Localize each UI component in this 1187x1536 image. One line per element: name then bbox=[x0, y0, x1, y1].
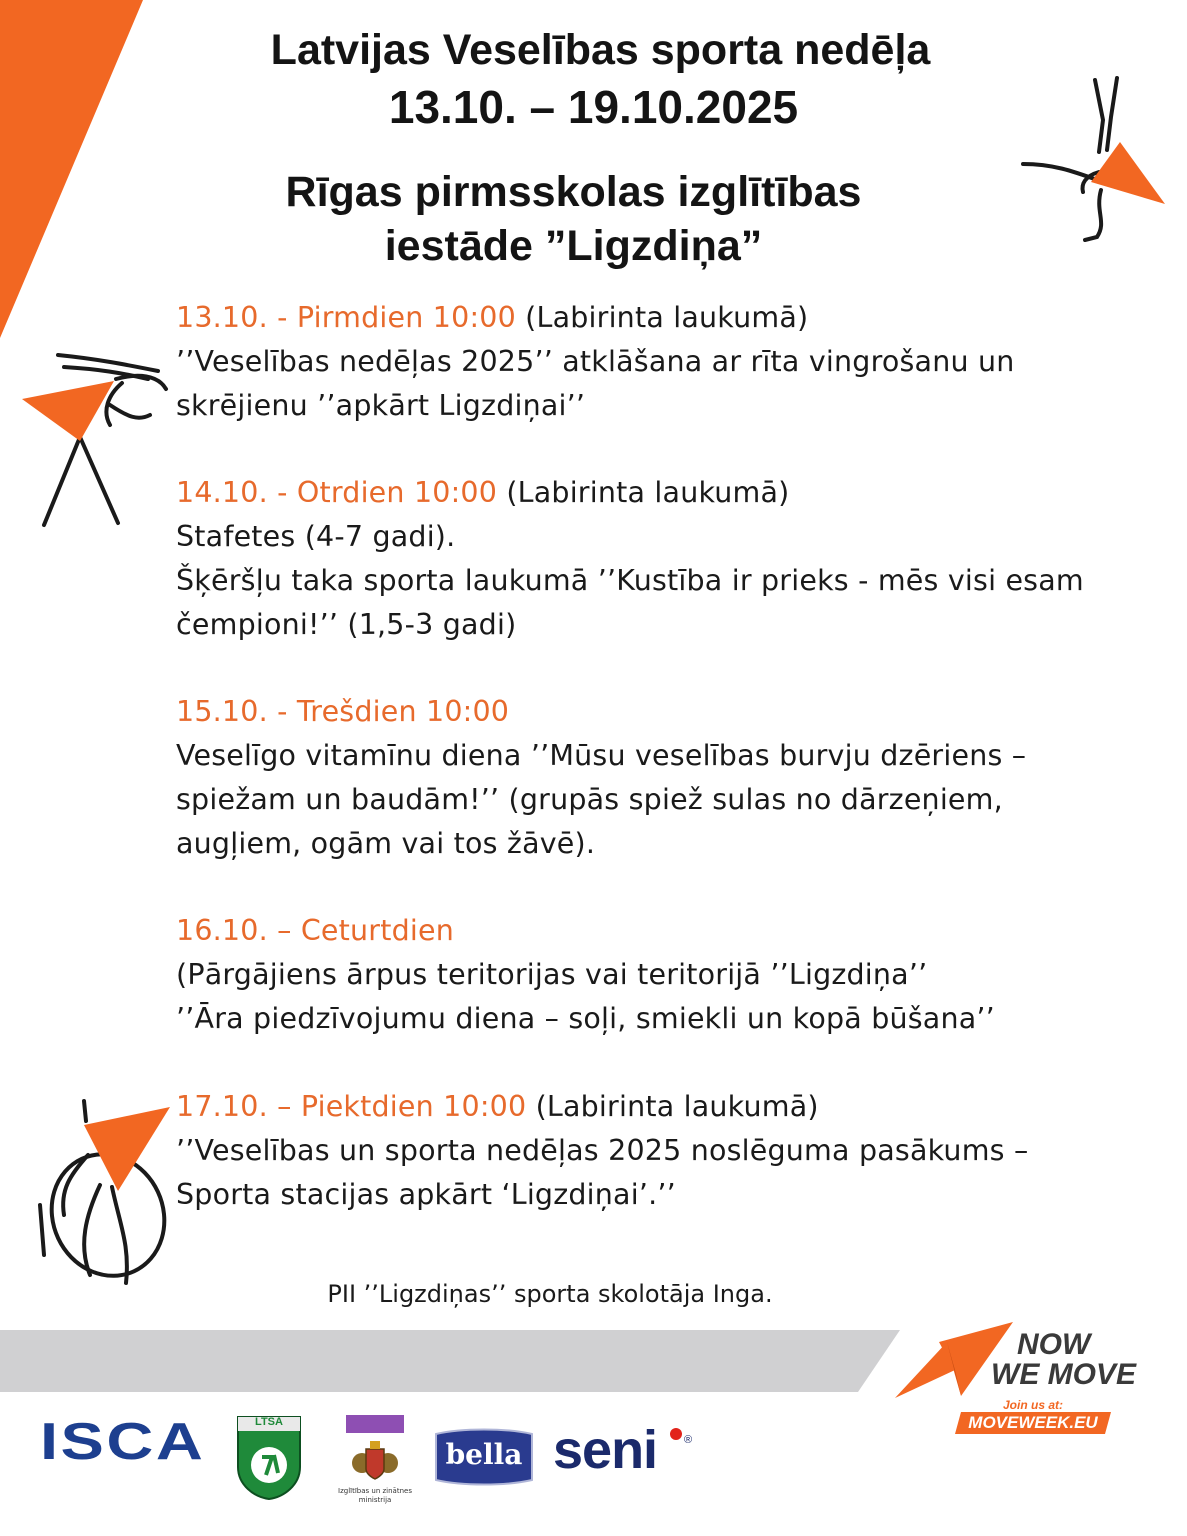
event-date: 13.10. - Pirmdien 10:00 bbox=[176, 301, 516, 334]
event-day-1 bbox=[176, 296, 1176, 428]
runner-figure-icon bbox=[18, 345, 178, 535]
logo-url-text: MOVEWEEK.EU bbox=[968, 1413, 1098, 1432]
event-day-5 bbox=[176, 1085, 1176, 1217]
now-we-move-logo bbox=[895, 1322, 1137, 1437]
institution-name-line1: Rīgas pirmsskolas izglītības bbox=[285, 168, 862, 216]
event-description-line: ’’Veselības un sporta nedēļas 2025 noslēguma pasākums – bbox=[176, 1134, 1029, 1167]
event-date: 14.10. - Otrdien 10:00 bbox=[176, 476, 498, 509]
registered-mark-icon: ® bbox=[684, 1434, 693, 1446]
logo-join-text: Join us at: bbox=[1003, 1398, 1064, 1412]
ltsa-logo bbox=[236, 1415, 302, 1501]
event-date: 15.10. - Trešdien 10:00 bbox=[176, 695, 510, 728]
event-dates: 13.10. – 19.10.2025 bbox=[388, 81, 799, 133]
ministry-logo-text: Izglītības un zinātnes ministrija bbox=[338, 1487, 412, 1504]
logo-text-now: NOW bbox=[1017, 1328, 1091, 1361]
seni-dot-icon bbox=[670, 1428, 682, 1440]
seni-logo bbox=[553, 1420, 693, 1480]
bella-logo bbox=[432, 1428, 536, 1486]
event-date: 17.10. – Piektdien 10:00 bbox=[176, 1090, 527, 1123]
event-description-line: čempioni!’’ (1,5-3 gadi) bbox=[176, 608, 517, 641]
seni-logo-text: seni bbox=[553, 1420, 658, 1480]
event-location: (Labirinta laukumā) bbox=[515, 301, 809, 334]
event-date: 16.10. – Ceturtdien bbox=[176, 914, 454, 947]
isca-logo-text: ISCA bbox=[40, 1413, 206, 1471]
institution-name-line2: iestāde ”Ligzdiņa” bbox=[384, 222, 763, 270]
ltsa-logo-text: LTSA bbox=[255, 1416, 283, 1428]
event-description-line: ’’Veselības nedēļas 2025’’ atklāšana ar rīta vingrošanu un bbox=[176, 345, 1015, 378]
event-day-3 bbox=[176, 690, 1176, 866]
footer-band bbox=[0, 1330, 900, 1392]
cartwheel-figure-icon bbox=[1015, 72, 1175, 247]
event-description-line: ’’Āra piedzīvojumu diena – soļi, smiekli un kopā būšana’’ bbox=[176, 1002, 995, 1035]
jump-rope-figure-icon bbox=[30, 1095, 180, 1295]
event-location: (Labirinta laukumā) bbox=[526, 1090, 819, 1123]
event-day-4 bbox=[176, 909, 1176, 1041]
event-description-line: augļiem, ogām vai tos žāvē). bbox=[176, 827, 596, 860]
event-day-2 bbox=[176, 471, 1176, 647]
coat-of-arms-icon bbox=[348, 1437, 402, 1481]
event-description-line: Šķēršļu taka sporta laukumā ’’Kustība ir prieks - mēs visi esam bbox=[176, 564, 1084, 597]
event-description-line: (Pārgājiens ārpus teritorijas vai teritorijā ’’Ligzdiņa’’ bbox=[176, 958, 928, 991]
logo-text-we-move: WE MOVE bbox=[991, 1358, 1137, 1391]
event-title: Latvijas Veselības sporta nedēļa bbox=[270, 26, 931, 74]
signature: PII ’’Ligzdiņas’’ sporta skolotāja Inga. bbox=[327, 1280, 773, 1308]
event-location: (Labirinta laukumā) bbox=[497, 476, 790, 509]
event-description-line: skrējienu ’’apkārt Ligzdiņai’’ bbox=[176, 389, 586, 422]
bella-logo-text: bella bbox=[445, 1438, 523, 1471]
ministry-logo bbox=[330, 1415, 420, 1510]
isca-logo bbox=[40, 1413, 206, 1471]
event-description-line: Sporta stacijas apkārt ‘Ligzdiņai’.’’ bbox=[176, 1178, 676, 1211]
event-description-line: Stafetes (4-7 gadi). bbox=[176, 520, 456, 553]
event-description-line: spiežam un baudām!’’ (grupās spiež sulas no dārzeņiem, bbox=[176, 783, 1003, 816]
event-description-line: Veselīgo vitamīnu diena ’’Mūsu veselības burvju dzēriens – bbox=[176, 739, 1027, 772]
